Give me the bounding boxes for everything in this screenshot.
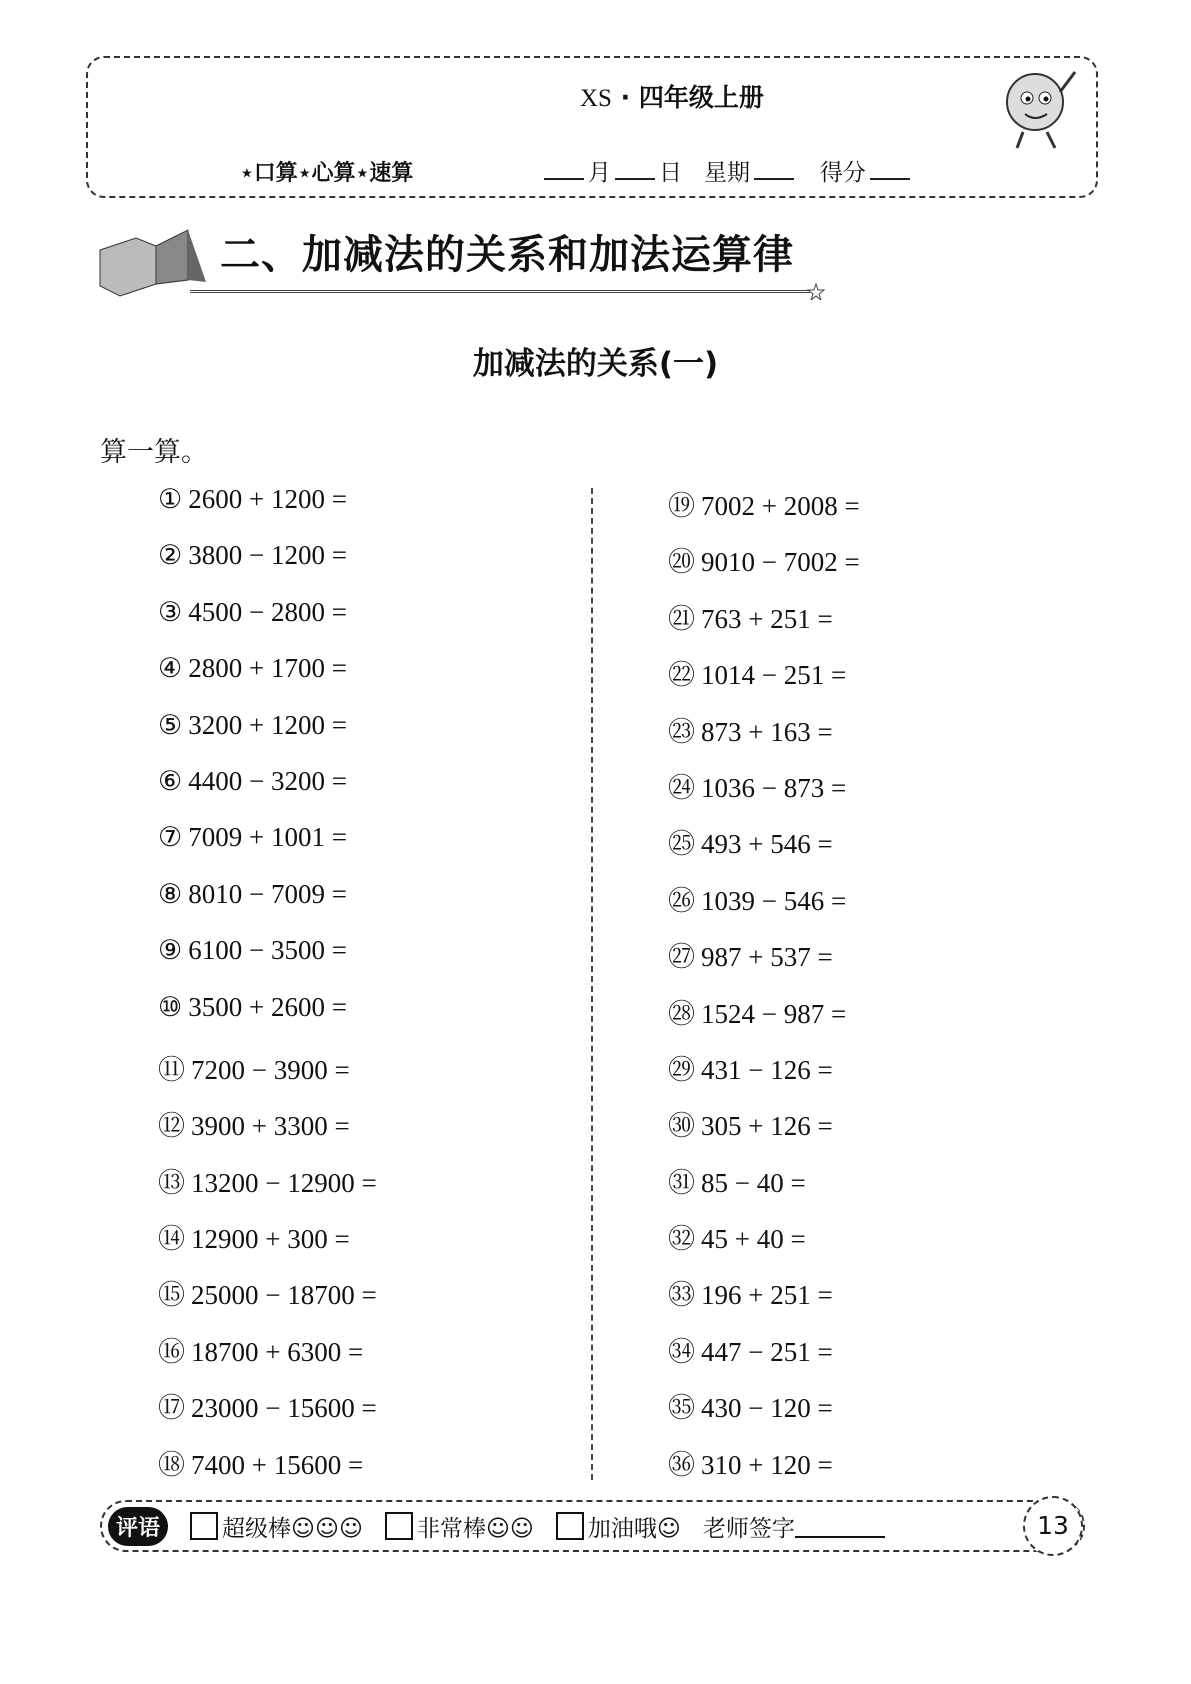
problem-expression: 873 + 163 = [701, 716, 833, 747]
problem-number: ㉞ [668, 1336, 695, 1367]
teacher-signature [703, 1510, 885, 1543]
problem-number: ⑤ [158, 709, 183, 740]
problem-number: ⑦ [158, 822, 183, 853]
series-label [580, 78, 764, 114]
problem-number: ㉝ [668, 1280, 695, 1311]
problem-row [668, 1217, 860, 1273]
date-score-line [540, 154, 914, 187]
problem-row [158, 1273, 377, 1329]
problem-row [158, 653, 377, 709]
problem-row [158, 1048, 377, 1104]
option-very-good[interactable] [385, 1510, 534, 1543]
problem-number: ⑬ [158, 1167, 185, 1198]
problem-expression: 3200 + 1200 = [188, 709, 347, 740]
signature-line[interactable] [795, 1514, 885, 1538]
problem-expression: 85 − 40 = [701, 1167, 806, 1198]
problem-expression: 45 + 40 = [701, 1224, 806, 1255]
problem-expression: 431 − 126 = [701, 1054, 833, 1085]
problem-number: ⑧ [158, 878, 183, 909]
problem-number: ㉔ [668, 772, 695, 803]
problem-row [668, 822, 860, 878]
option-label: 超级棒☺☺☺ [222, 1515, 363, 1542]
series-code: XS [580, 85, 612, 112]
problem-row [158, 1104, 377, 1160]
problem-row [668, 935, 860, 991]
score-label: 得分 [819, 160, 866, 186]
problem-number: ㉚ [668, 1111, 695, 1142]
slogan: ⋆口算⋆心算⋆速算 [240, 161, 414, 186]
option-label: 非常棒☺☺ [416, 1515, 534, 1542]
problem-row [668, 597, 860, 653]
weekday-label: 星期 [703, 160, 750, 186]
problem-number: ⑥ [158, 765, 183, 796]
problem-expression: 447 − 251 = [701, 1336, 833, 1367]
problem-number: ② [158, 540, 183, 571]
problem-row [158, 992, 377, 1048]
problem-number: ⑭ [158, 1224, 185, 1255]
problem-number: ㉛ [668, 1167, 695, 1198]
comment-badge: 评语 [108, 1507, 168, 1546]
problem-expression: 7400 + 15600 = [191, 1449, 364, 1480]
problem-number: ㉕ [668, 829, 695, 860]
column-divider [591, 488, 593, 1480]
problem-row [668, 540, 860, 596]
problem-number: ㉗ [668, 942, 695, 973]
problem-number: ⑯ [158, 1336, 185, 1367]
problem-row [668, 484, 860, 540]
problem-row [158, 879, 377, 935]
problem-row [158, 484, 377, 540]
checkbox[interactable] [190, 1512, 218, 1540]
problem-expression: 1036 − 873 = [701, 772, 847, 803]
problem-number: ⑪ [158, 1054, 185, 1085]
right-problems [668, 484, 860, 1499]
day-label: 日 [659, 160, 682, 186]
problem-row [668, 992, 860, 1048]
problem-expression: 12900 + 300 = [191, 1224, 350, 1255]
problem-expression: 23000 − 15600 = [191, 1393, 377, 1424]
problem-number: ㉜ [668, 1224, 695, 1255]
problem-row [668, 1104, 860, 1160]
problem-number: ㊱ [668, 1449, 695, 1480]
problem-expression: 18700 + 6300 = [191, 1336, 364, 1367]
problem-expression: 2600 + 1200 = [188, 484, 347, 514]
problem-expression: 6100 − 3500 = [188, 935, 347, 966]
checkbox[interactable] [385, 1512, 413, 1540]
problem-expression: 2800 + 1700 = [188, 653, 347, 684]
problem-expression: 305 + 126 = [701, 1111, 833, 1142]
problem-row [158, 710, 377, 766]
signature-label: 老师签字 [702, 1515, 795, 1542]
left-problems [158, 484, 377, 1499]
problem-expression: 493 + 546 = [701, 829, 833, 860]
problem-row [668, 1273, 860, 1329]
problem-expression: 8010 − 7009 = [188, 878, 347, 909]
star-icon [808, 284, 824, 300]
problem-row [668, 1048, 860, 1104]
problem-number: ④ [158, 653, 183, 684]
title-underline [190, 290, 810, 293]
grade-label: · 四年级上册 [611, 83, 764, 112]
problem-expression: 310 + 120 = [701, 1449, 833, 1480]
problem-expression: 25000 − 18700 = [191, 1280, 377, 1311]
problem-number: ㉑ [668, 603, 695, 634]
checkbox[interactable] [556, 1512, 584, 1540]
problem-number: ⑱ [158, 1449, 185, 1480]
month-label: 月 [588, 160, 611, 186]
problem-row [158, 1217, 377, 1273]
problem-row [668, 1161, 860, 1217]
problem-number: ㉟ [668, 1393, 695, 1424]
problem-expression: 1039 − 546 = [701, 885, 847, 916]
problem-row [158, 597, 377, 653]
option-super[interactable] [190, 1510, 363, 1543]
problem-number: ⑮ [158, 1280, 185, 1311]
problem-number: ⑫ [158, 1111, 185, 1142]
problem-expression: 3500 + 2600 = [188, 991, 347, 1022]
problem-row [668, 710, 860, 766]
chapter-title: 二、加减法的关系和加法运算律 [220, 231, 794, 278]
problem-number: ⑨ [158, 935, 183, 966]
problem-number: ⑲ [668, 491, 695, 521]
problem-row [158, 1386, 377, 1442]
problem-number: ㉒ [668, 660, 695, 691]
problem-number: ⑳ [668, 547, 695, 578]
problem-row [158, 1443, 377, 1499]
problem-expression: 196 + 251 = [701, 1280, 833, 1311]
problem-row [668, 1386, 860, 1442]
problem-number: ㉘ [668, 998, 695, 1029]
problem-number: ① [158, 484, 183, 514]
problem-row [668, 766, 860, 822]
problem-expression: 3900 + 3300 = [191, 1111, 350, 1142]
problem-expression: 4400 − 3200 = [188, 765, 347, 796]
problem-row [158, 935, 377, 991]
problem-expression: 1014 − 251 = [701, 660, 847, 691]
problem-expression: 987 + 537 = [701, 942, 833, 973]
problem-number: ⑩ [158, 991, 183, 1022]
page-number: 13 [1023, 1496, 1083, 1556]
option-keep-going[interactable] [556, 1510, 681, 1543]
problem-expression: 4500 − 2800 = [188, 596, 347, 627]
problem-number: ⑰ [158, 1393, 185, 1424]
problem-expression: 13200 − 12900 = [191, 1167, 377, 1198]
problem-row [158, 540, 377, 596]
problem-row [158, 822, 377, 878]
option-label: 加油哦☺ [587, 1515, 681, 1542]
instruction: 算一算。 [100, 437, 208, 468]
problem-row [158, 766, 377, 822]
problem-number: ③ [158, 596, 183, 627]
problem-row [668, 1443, 860, 1499]
problem-expression: 763 + 251 = [701, 603, 833, 634]
problem-number: ㉙ [668, 1054, 695, 1085]
mascot-icon [995, 62, 1085, 154]
lesson-subtitle: 加减法的关系(一) [472, 346, 719, 382]
problem-expression: 430 − 120 = [701, 1393, 833, 1424]
problem-row [668, 1330, 860, 1386]
problem-number: ㉓ [668, 716, 695, 747]
problem-row [668, 879, 860, 935]
problem-row [158, 1330, 377, 1386]
problem-row [668, 653, 860, 709]
problem-expression: 7002 + 2008 = [701, 491, 860, 521]
problem-number: ㉖ [668, 885, 695, 916]
problem-expression: 9010 − 7002 = [701, 547, 860, 578]
problem-expression: 1524 − 987 = [701, 998, 847, 1029]
problem-expression: 3800 − 1200 = [188, 540, 347, 571]
problem-expression: 7200 − 3900 = [191, 1054, 350, 1085]
comment-bar [100, 1500, 1085, 1552]
problem-row [158, 1161, 377, 1217]
problem-expression: 7009 + 1001 = [188, 822, 347, 853]
